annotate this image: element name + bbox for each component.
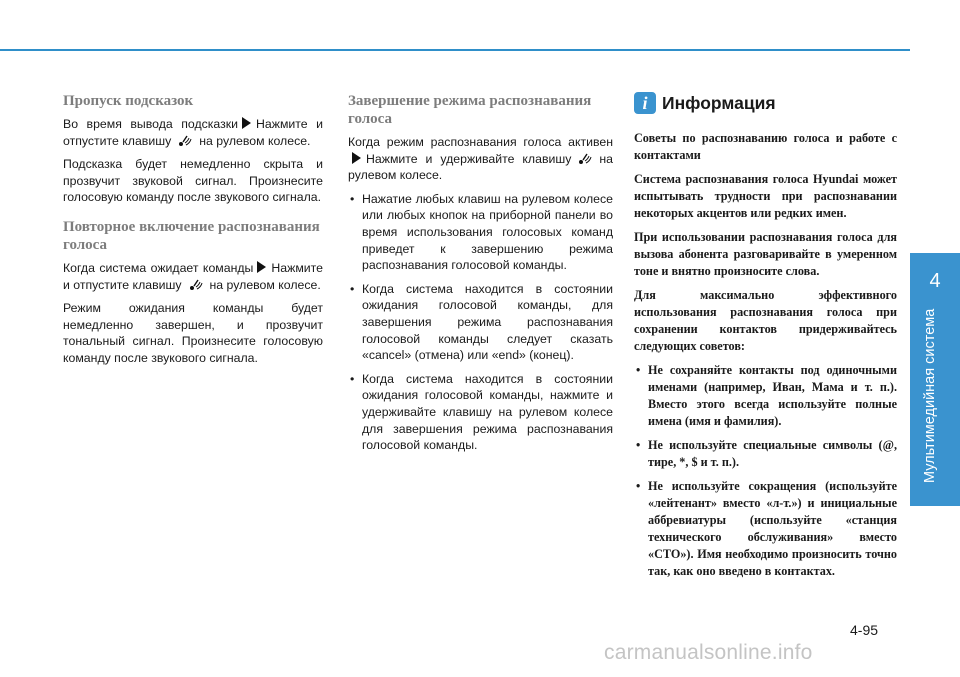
reactivate-instruction — [63, 260, 323, 293]
end-recognition-instruction — [348, 134, 613, 184]
list-item: • Не сохраняйте контакты под одиночными именами (например, Иван, Мама и т. п.). Вместо этого всегда используйте полные имена (имя и фамилия). — [634, 362, 897, 430]
voice-command-icon — [177, 133, 193, 147]
chapter-number: 4 — [929, 270, 941, 292]
info-paragraph: Система распознавания голоса Hyundai может испытывать трудности при распознавании некоторых акцентов или редких имен. — [634, 172, 897, 220]
text-fragment: Нажмите и отпустите клавишу — [63, 117, 323, 148]
list-item: • Не используйте сокращения (используйте «лейтенант» вместо «л-т.») и инициальные аббревиатуры (используйте «станция технического обслуживания» вместо «СТО»). Имя необходимо произносить точно так, как оно введено в контактах. — [634, 478, 897, 580]
section-title-reactivate: Повторное включение распознавания голоса — [63, 218, 320, 253]
info-box — [634, 92, 897, 587]
chapter-tab — [910, 253, 960, 506]
text-fragment: Нажмите и удерживайте клавишу — [366, 151, 572, 166]
skip-prompts-instruction — [63, 116, 323, 149]
info-header — [634, 92, 897, 114]
text-fragment: Когда система ожидает команды — [63, 260, 254, 275]
section-title-end-recognition: Завершение режима распознавания голоса — [348, 93, 592, 127]
watermark: carmanualsonline.info — [604, 641, 813, 664]
text-fragment: на рулевом колесе. — [199, 133, 311, 148]
info-icon: i — [634, 92, 656, 114]
text-fragment: Когда режим распознавания голоса активен — [348, 135, 613, 149]
column-1 — [63, 92, 323, 374]
text-fragment: на рулевом колесе. — [209, 277, 321, 292]
top-rule — [0, 49, 910, 51]
voice-command-icon — [577, 151, 593, 165]
info-paragraph: Для максимально эффективного использования распознавания голоса при сохранении контактов придерживайтесь следующих советов: — [634, 288, 897, 353]
info-paragraph: При использовании распознавания голоса для вызова абонента разговаривайте в умеренном тоне и внятно произносите слова. — [634, 230, 897, 278]
chapter-label: Мультимедийная система — [922, 308, 938, 483]
end-recognition-list — [348, 191, 613, 454]
list-item: • Когда система находится в состоянии ожидания голосовой команды, нажмите и удерживайте клавишу на рулевом колесе для завершения режима распознавания голосовой команды. — [348, 371, 613, 454]
text-fragment: Нажмите и отпустите клавишу — [63, 260, 323, 292]
voice-command-icon — [188, 277, 204, 291]
page-number: 4-95 — [850, 622, 879, 638]
column-2 — [348, 92, 613, 461]
info-title: Информация — [662, 92, 776, 113]
play-triangle-icon — [242, 117, 251, 129]
info-paragraph: Советы по распознаванию голоса и работе с контактами — [634, 131, 897, 162]
list-item: • Нажатие любых клавиш на рулевом колесе или любых кнопок на приборной панели во время использования голосовых команд приведет к завершению режима распознавания голосовой команды. — [348, 191, 613, 274]
list-item: • Когда система находится в состоянии ожидания голосовой команды, для завершения режима распознавания голосовой команды следует сказать «cancel» (отмена) или «end» (конец). — [348, 281, 613, 364]
reactivate-description: Режим ожидания команды будет немедленно завершен, и прозвучит тональный сигнал. Произнесите голосовую команду после звукового сигнала. — [63, 301, 323, 365]
play-triangle-icon — [257, 261, 266, 273]
text-fragment: на рулевом колесе. — [348, 151, 613, 183]
section-title-skip-prompts: Пропуск подсказок — [63, 93, 194, 109]
text-fragment: Во время вывода подсказки — [63, 117, 239, 131]
info-tips-list — [634, 362, 897, 580]
list-item: • Не используйте специальные символы (@, тире, *, $ и т. п.). — [634, 437, 897, 471]
play-triangle-icon — [352, 152, 361, 164]
skip-prompts-description: Подсказка будет немедленно скрыта и прозвучит звуковой сигнал. Произнесите голосовую команду после звукового сигнала. — [63, 157, 323, 205]
